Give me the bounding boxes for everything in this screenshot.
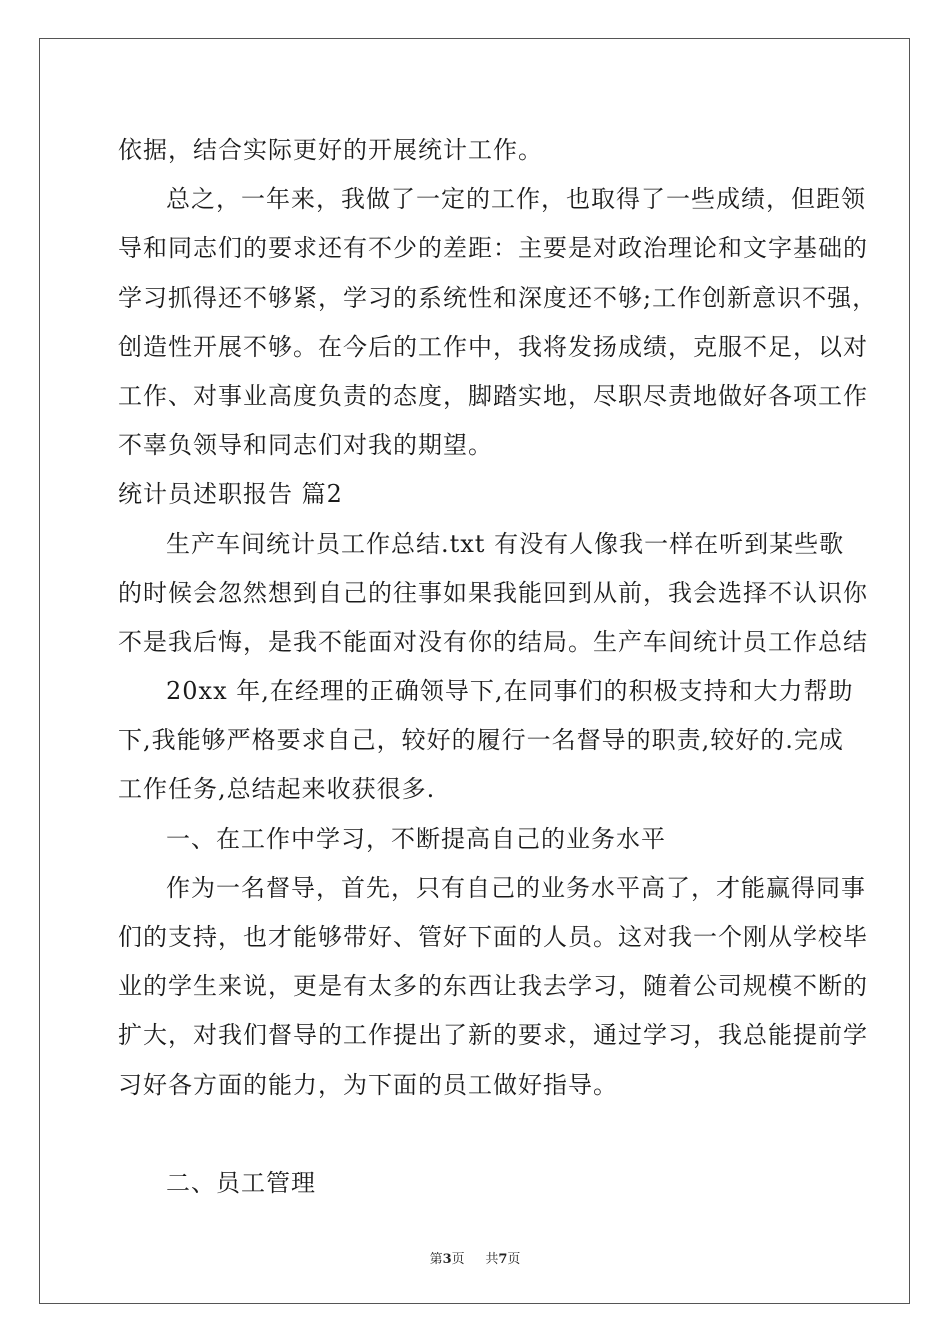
page-indicator bbox=[430, 1248, 465, 1267]
total-suffix: 页 bbox=[507, 1252, 521, 1267]
text-line: 总之，一年来，我做了一定的工作，也取得了一些成绩，但距领 bbox=[166, 185, 866, 214]
document-body bbox=[118, 126, 878, 1208]
text-line: 创造性开展不够。在今后的工作中，我将发扬成绩，克服不足，以对 bbox=[118, 332, 868, 361]
text-line: 依据，结合实际更好的开展统计工作。 bbox=[118, 136, 543, 164]
text-line: 扩大，对我们督导的工作提出了新的要求，通过学习，我总能提前学 bbox=[118, 1021, 868, 1050]
subsection-heading: 二、员工管理 bbox=[166, 1168, 316, 1197]
text-line: 作为一名督导，首先，只有自己的业务水平高了，才能赢得同事 bbox=[166, 873, 866, 902]
total-prefix: 共 bbox=[485, 1252, 499, 1267]
page-prefix: 第 bbox=[429, 1252, 443, 1267]
text-line: 的时候会忽然想到自己的往事如果我能回到从前，我会选择不认识你 bbox=[118, 578, 868, 607]
text-line: 生产车间统计员工作总结.txt 有没有人像我一样在听到某些歌 bbox=[166, 529, 845, 558]
text-line: 工作任务,总结起来收获很多. bbox=[118, 775, 436, 804]
text-line: 下,我能够严格要求自己，较好的履行一名督导的职责,较好的.完成 bbox=[118, 726, 844, 755]
total-pages: 7 bbox=[498, 1252, 508, 1267]
page-number: 3 bbox=[442, 1252, 452, 1267]
text-line: 20xx 年,在经理的正确领导下,在同事们的积极支持和大力帮助 bbox=[166, 677, 854, 706]
text-line: 学习抓得还不够紧，学习的系统性和深度还不够;工作创新意识不强， bbox=[118, 283, 878, 312]
total-indicator bbox=[485, 1248, 520, 1267]
text-line: 不是我后悔，是我不能面对没有你的结局。生产车间统计员工作总结 bbox=[118, 627, 868, 656]
text-line: 们的支持，也才能够带好、管好下面的人员。这对我一个刚从学校毕 bbox=[118, 923, 868, 951]
text-line: 工作、对事业高度负责的态度，脚踏实地，尽职尽责地做好各项工作 bbox=[118, 381, 868, 410]
section-heading: 统计员述职报告 篇2 bbox=[118, 480, 343, 509]
text-line: 不辜负领导和同志们对我的期望。 bbox=[118, 431, 493, 460]
page-footer bbox=[0, 1248, 950, 1267]
text-line: 业的学生来说，更是有太多的东西让我去学习，随着公司规模不断的 bbox=[118, 972, 868, 1001]
text-line: 导和同志们的要求还有不少的差距：主要是对政治理论和文字基础的 bbox=[118, 234, 868, 263]
blank-line bbox=[118, 1110, 838, 1159]
subsection-heading: 一、在工作中学习，不断提高自己的业务水平 bbox=[166, 824, 666, 853]
text-line: 习好各方面的能力，为下面的员工做好指导。 bbox=[118, 1070, 618, 1099]
page-suffix: 页 bbox=[451, 1252, 465, 1267]
